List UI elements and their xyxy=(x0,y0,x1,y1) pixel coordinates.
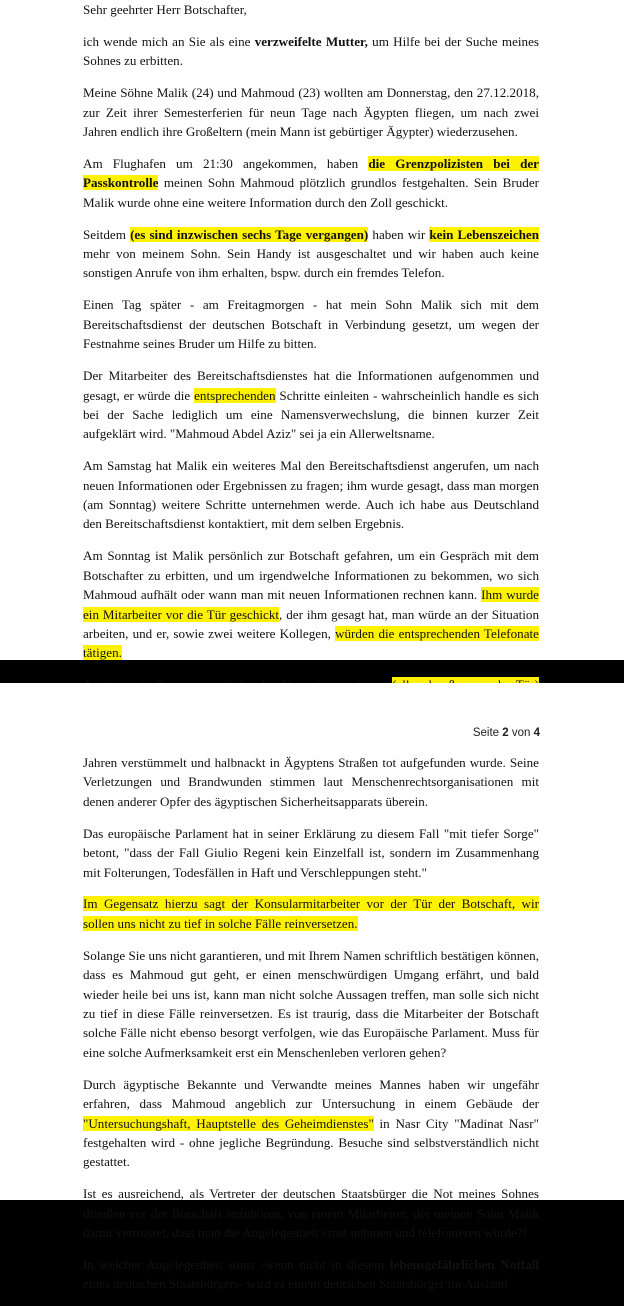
paragraph: Durch ägyptische Bekannte und Verwandte meines Mannes haben wir ungefähr erfahren, dass Mahmoud angeblich zur Untersuchung in einem Gebäude der "Untersuchungshaft, Hauptstelle des Geheimdienstes" in Nasr City "Madinat Nasr" festgehalten wird - ohne jegliche Begründung. Besuche sind selbstverständlich nicht gestattet. xyxy=(83,1076,539,1170)
bold-text: lebensgefährlichen Notfall xyxy=(389,1256,539,1272)
highlighted-text: "Untersuchungshaft, Hauptstelle des Geheimdienstes" xyxy=(83,1115,374,1131)
paragraph: Am Sonntag ist Malik persönlich zur Botschaft gefahren, um ein Gespräch mit dem Botschafter zu erbitten, und um irgendwelche Informationen zu bekommen, wo sich Mahmoud aufhält oder wann man mit neuen Informationen rechnen kann. Ihm wurde ein Mitarbeiter vor die Tür geschickt, der ihm gesagt hat, man würde an der Situation arbeiten, und er, sowie zwei weitere Kollegen, würden die entsprechenden Telefonate tätigen. xyxy=(83,548,540,661)
paragraph xyxy=(83,894,539,933)
highlighted-bold-text: (es sind inzwischen sechs Tage vergangen) xyxy=(130,226,369,242)
current-page-number: 2 xyxy=(502,727,509,739)
paragraph: Jahren verstümmelt und halbnackt in Ägyptens Straßen tot aufgefunden wurde. Seine Verletzungen und Brandwunden stimmen laut Menschenrechtsorganisationen mit denen anderer Opfer des ägyptischen Sicherheitsapparats überein. xyxy=(83,755,539,809)
paragraph: Meine Söhne Malik (24) und Mahmoud (23) wollten am Donnerstag, den 27.12.2018, zur Zeit ihrer Semesterferien für neun Tage nach Ägypten fliegen, um nach zwei Jahren endlich ihre Großeltern (mein Mann ist gebürtiger Ägypter) wiederzusehen. xyxy=(83,85,539,140)
page-1-body xyxy=(83,0,539,746)
total-page-count: 4 xyxy=(533,727,540,739)
page-2-body xyxy=(83,753,539,1306)
paragraph: Einen Tag später - am Freitagmorgen - hat mein Sohn Malik sich mit dem Bereitschaftsdienst der deutschen Botschaft in Verbindung gesetzt, um wegen der Festnahme seines Bruder um Hilfe zu bitten. xyxy=(83,297,539,352)
paragraph: Ist es ausreichend, als Vertreter der deutschen Staatsbürger die Not meines Sohnes draußen vor der Botschaft anzuhören, von einem Mitarbeiter, der meinen Sohn Malik damit vertröstet, dass man die Angelegenheit ernst nehmen und telefonieren würde?! xyxy=(83,1186,539,1241)
bold-text: verzweifelte Mutter, xyxy=(254,33,368,49)
paragraph: Solange Sie uns nicht garantieren, und mit Ihrem Namen schriftlich bestätigen können, dass es Mahmoud gut geht, er einen menschwürdigen Umgang erfährt, und bald wieder heile bei uns ist, kann man nicht solche Aussagen treffen, man solle sich nicht zu tief in diese Fälle reinversetzen. Es ist traurig, dass die Mitarbeiter der Botschaft solche Fälle nicht ebenso besorgt verfolgen, wie das Europäische Parlament. Muss für eine solche Aufmerksamkeit erst ein Menschenleben verloren gehen? xyxy=(83,947,539,1060)
highlighted-text: würden die entsprechenden Telefonate tätigen. xyxy=(83,625,539,661)
paragraph: In welcher Angelegenheit sonst -wenn nicht in diesem lebensgefährlichen Notfall eines deutschen Staatsbürgers- wird es einem deutschen Staatsbürger im Ausland xyxy=(83,1256,539,1292)
document-page-2 xyxy=(0,683,624,1292)
page-number-header: Seite 2 von 4 xyxy=(472,727,540,739)
paragraph: Seitdem (es sind inzwischen sechs Tage vergangen) haben wir kein Lebenszeichen mehr von meinem Sohn. Sein Handy ist ausgeschaltet und wir haben auch keine sonstigen Anrufe von ihm erhalten, bspw. durch ein fremdes Telefon. xyxy=(83,226,540,281)
highlighted-bold-text: kein Lebenszeichen xyxy=(429,226,540,242)
salutation: Sehr geehrter Herr Botschafter, xyxy=(83,2,247,17)
paragraph: Am Flughafen um 21:30 angekommen, haben die Grenzpolizisten bei der Passkontrolle meinen Sohn Mahmoud plötzlich grundlos festgehalten. Sein Bruder Malik wurde ohne eine weitere Information durch den Zoll geschickt. xyxy=(83,155,539,210)
highlighted-text: Im Gegensatz hierzu sagt der Konsularmitarbeiter vor der Tür der Botschaft, wir sollen uns nicht zu tief in solche Fälle reinversetzen. xyxy=(83,896,539,931)
paragraph: Am Samstag hat Malik ein weiteres Mal den Bereitschaftsdienst angerufen, um nach neuen Informationen oder Ergebnissen zu fragen; ihm wurde gesagt, dass man morgen (am Sonntag) weitere Schritte unternehmen werde. Auch ich habe aus Deutschland den Bereitschaftsdienst kontaktiert, mit dem selben Ergebnis. xyxy=(83,458,539,532)
paragraph: Das europäische Parlament hat in seiner Erklärung zu diesem Fall "mit tiefer Sorge" betont, "dass der Fall Giulio Regeni kein Einzelfall ist, sondern im Zusammenhang mit Folterungen, Todesfällen in Haft und Verschleppungen steht." xyxy=(83,825,539,880)
paragraph: ich wende mich an Sie als eine verzweifelte Mutter, um Hilfe bei der Suche meines Sohnes zu erbitten. xyxy=(83,33,539,69)
paragraph: Der Mitarbeiter des Bereitschaftsdienstes hat die Informationen aufgenommen und gesagt, er würde die entsprechenden Schritte einleiten - wahrscheinlich handle es sich bei der Sache lediglich um eine Namensverwechslung, die binnen kurzer Zeit aufgeklärt wird. "Mahmoud Abdel Aziz" sei ja ein Allerweltsname. xyxy=(83,368,539,442)
highlighted-text: Ihm wurde ein Mitarbeiter vor die Tür geschickt xyxy=(83,587,539,622)
highlighted-bold-text: die Grenzpolizisten bei der Passkontrolle xyxy=(83,155,539,191)
highlighted-text: entsprechenden xyxy=(194,387,276,403)
